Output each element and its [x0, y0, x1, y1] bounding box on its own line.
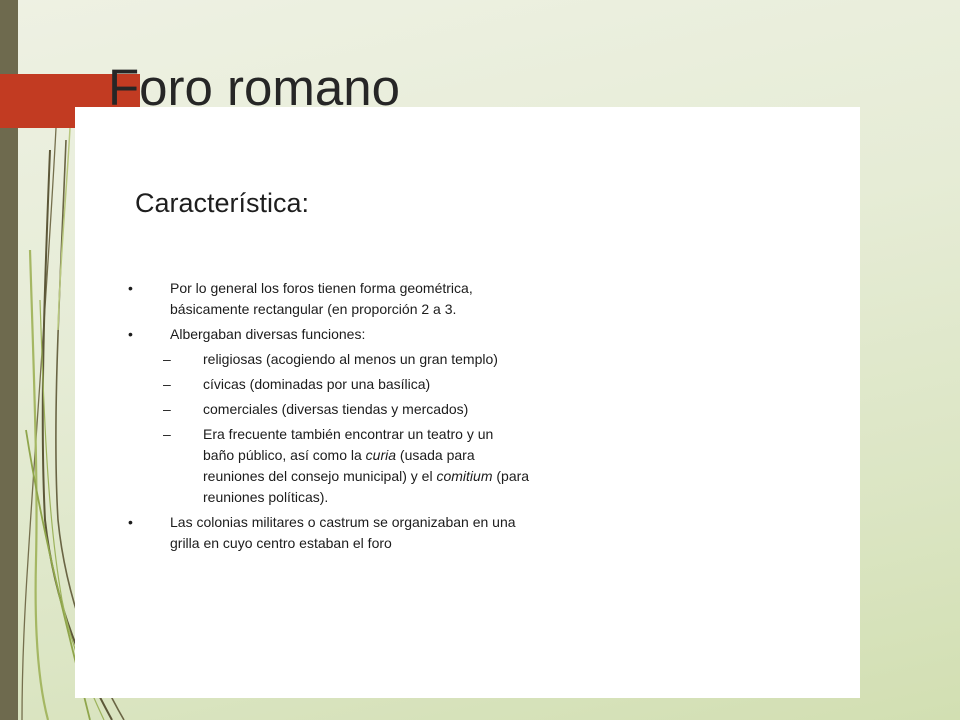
text-segment: (usada para	[396, 447, 475, 463]
bullet-list	[75, 278, 860, 554]
bullet-text	[170, 278, 860, 320]
stalk-line	[58, 128, 70, 330]
sub-bullet-text-line: cívicas (dominadas por una basílica)	[203, 376, 431, 392]
slide-title: Foro romano	[108, 59, 400, 116]
text-segment: (para	[492, 468, 530, 484]
content-heading: Característica:	[135, 188, 310, 218]
text-segment: reuniones del consejo municipal) y el	[203, 468, 437, 484]
bullet-text-line: básicamente rectangular (en proporción 2 a 3.	[170, 301, 457, 317]
bullet-item	[75, 278, 860, 320]
bullet-text-line: Por lo general los foros tienen forma geométrica,	[170, 280, 473, 296]
stalk-line	[22, 128, 56, 720]
sub-bullet-item	[163, 399, 860, 420]
sub-bullet-text-line	[203, 445, 860, 466]
italic-term: curia	[365, 447, 397, 463]
sub-bullet-text-line: reuniones políticas).	[203, 489, 329, 505]
content-box	[75, 107, 860, 698]
sub-bullet-item	[163, 349, 860, 370]
bullet-text	[163, 324, 860, 508]
bullet-text-line: Las colonias militares o castrum se organizaban en una	[170, 514, 516, 530]
sub-bullet-text-line	[203, 466, 860, 487]
bullet-marker: •	[128, 326, 133, 342]
sub-bullet-text-line: religiosas (acogiendo al menos un gran templo)	[203, 351, 498, 367]
dash-marker: –	[163, 376, 171, 392]
bullet-text-line: grilla en cuyo centro estaban el foro	[170, 535, 392, 551]
italic-term: comitium	[436, 468, 493, 484]
dash-marker: –	[163, 401, 171, 417]
bullet-item	[75, 324, 860, 508]
sub-bullet-text-line: comerciales (diversas tiendas y mercados)	[203, 401, 469, 417]
sub-bullet-item	[163, 424, 860, 508]
bullet-text-line: Albergaban diversas funciones:	[170, 326, 366, 342]
sub-bullet-list	[163, 349, 860, 508]
bullet-item	[75, 512, 860, 554]
dash-marker: –	[163, 351, 171, 367]
dash-marker: –	[163, 426, 171, 442]
sub-bullet-item	[163, 374, 860, 395]
bullet-marker: •	[128, 514, 133, 530]
bullet-marker: •	[128, 280, 133, 296]
text-segment: baño público, así como la	[203, 447, 366, 463]
sub-bullet-text-line: Era frecuente también encontrar un teatro y un	[203, 426, 494, 442]
bullet-text	[170, 512, 860, 554]
